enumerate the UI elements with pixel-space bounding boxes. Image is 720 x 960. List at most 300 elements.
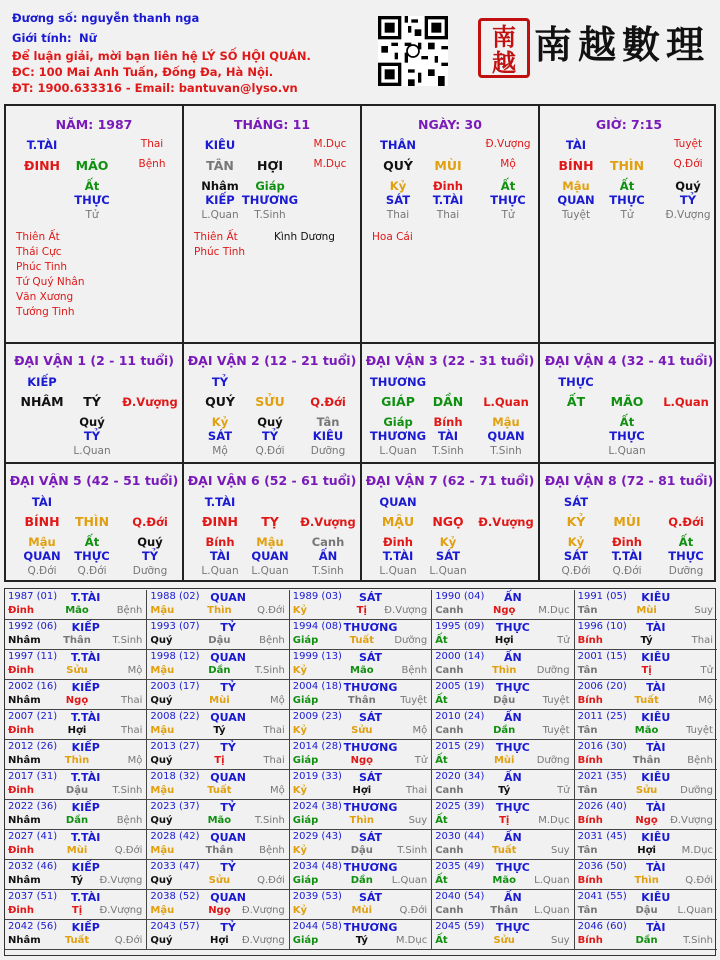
year-god: ẤN xyxy=(504,771,522,784)
year-state: L.Quan xyxy=(391,875,428,886)
year-branch: Tý xyxy=(355,935,368,946)
daivan-title: ĐẠI VẬN 8 (72 - 81 tuổi) xyxy=(544,473,714,488)
daivan-hidden-state: L.Quan xyxy=(379,445,417,457)
year-cell[interactable] xyxy=(432,800,574,830)
logo-text: 南越數理 xyxy=(534,22,711,67)
year-cell[interactable] xyxy=(147,920,289,950)
year-branch: Thân xyxy=(347,695,376,706)
year-stem: Ất xyxy=(435,875,448,886)
year-cell[interactable] xyxy=(432,710,574,740)
year-stem: Quý xyxy=(150,875,173,886)
year-cell[interactable] xyxy=(5,920,147,950)
year-label: 2013 (27) xyxy=(150,741,200,752)
year-cell[interactable] xyxy=(575,830,717,860)
year-state: Suy xyxy=(408,815,428,826)
year-state: Tử xyxy=(414,755,428,766)
shensha-star: Thái Cực xyxy=(16,246,62,258)
year-cell[interactable] xyxy=(432,890,574,920)
year-branch: Dần xyxy=(65,815,89,826)
year-state: Dưỡng xyxy=(680,785,713,796)
daivan-hidden-stem: Quý xyxy=(257,415,283,429)
daivan-hidden-god: T.TÀI xyxy=(382,549,414,563)
year-god: KIẾP xyxy=(71,621,100,634)
daivan-stem-god: QUAN xyxy=(379,495,417,509)
year-stem: Giáp xyxy=(292,755,319,766)
year-cell[interactable] xyxy=(575,890,717,920)
pillar-stem-god: T.TÀI xyxy=(26,138,58,152)
year-stem: Giáp xyxy=(292,935,319,946)
year-branch: Thân xyxy=(63,635,91,646)
year-branch: Tuất xyxy=(64,935,90,946)
year-stem: Kỷ xyxy=(292,905,308,916)
year-cell[interactable] xyxy=(432,590,574,620)
year-cell[interactable] xyxy=(432,830,574,860)
pillar-stem-state: Đ.Vượng xyxy=(485,138,531,150)
year-cell[interactable] xyxy=(147,860,289,890)
daivan-hidden-stem: Canh xyxy=(311,535,345,549)
year-branch: Hợi xyxy=(67,725,87,736)
daivan-hidden-god: SÁT xyxy=(563,549,589,563)
year-branch: Dậu xyxy=(350,845,373,856)
year-label: 1997 (11) xyxy=(8,651,58,662)
year-cell[interactable] xyxy=(5,740,147,770)
year-cell[interactable] xyxy=(575,920,717,950)
daivan-stem: NHÂM xyxy=(20,394,64,409)
year-state: Đ.Vượng xyxy=(241,905,285,916)
year-god: SÁT xyxy=(358,711,383,724)
year-state: Tuyệt xyxy=(400,695,428,706)
year-stem: Mậu xyxy=(150,605,175,616)
year-cell[interactable] xyxy=(147,620,289,650)
year-label: 2029 (43) xyxy=(292,831,342,842)
year-stem: Kỷ xyxy=(292,725,308,736)
year-cell[interactable] xyxy=(432,680,574,710)
year-label: 2021 (35) xyxy=(577,771,627,782)
pillar-branch-state: Mộ xyxy=(500,158,516,170)
daivan-hidden-god: SÁT xyxy=(207,429,233,443)
pillar-title: NGÀY: 30 xyxy=(418,117,482,132)
name-line xyxy=(12,10,199,27)
year-stem: Đinh xyxy=(8,905,35,916)
pillar-stem-god: TÀI xyxy=(565,138,587,152)
year-god: KIẾP xyxy=(71,681,100,694)
year-state: Bệnh xyxy=(116,605,143,616)
year-cell[interactable] xyxy=(5,890,147,920)
year-god: T.TÀI xyxy=(71,651,101,664)
daivan-stem-god: TÀI xyxy=(31,495,53,509)
year-cell[interactable] xyxy=(5,680,147,710)
daivan-hidden-state: Q.Đới xyxy=(255,445,285,457)
year-cell[interactable] xyxy=(575,680,717,710)
daivan-hidden-state: Dưỡng xyxy=(668,565,704,577)
year-god: KIẾP xyxy=(71,801,100,814)
year-god: KIÊU xyxy=(641,651,671,664)
year-state: Q.Đới xyxy=(399,905,428,916)
year-state: M.Dục xyxy=(538,605,570,616)
daivan-hidden-god: T.TÀI xyxy=(611,549,643,563)
year-stem: Ất xyxy=(435,695,448,706)
hidden-stem: Quý xyxy=(675,179,701,193)
year-stem: Đinh xyxy=(8,785,35,796)
year-label: 2022 (36) xyxy=(8,801,58,812)
year-label: 2025 (39) xyxy=(435,801,485,812)
year-stem: Nhâm xyxy=(8,935,41,946)
divider xyxy=(6,462,714,464)
year-cell[interactable] xyxy=(432,920,574,950)
year-branch: Ngọ xyxy=(65,695,89,706)
year-label: 2002 (16) xyxy=(8,681,58,692)
daivan-branch: SỬU xyxy=(255,394,285,409)
year-cell[interactable] xyxy=(290,860,432,890)
year-stem: Canh xyxy=(435,785,464,796)
year-stem: Mậu xyxy=(150,725,175,736)
daivan-hidden-god: THỰC xyxy=(668,549,704,563)
year-label: 2031 (45) xyxy=(577,831,627,842)
daivan-branch: DẦN xyxy=(432,394,464,409)
daivan-stem-god: KIẾP xyxy=(27,375,57,389)
year-branch: Thân xyxy=(490,905,519,916)
gender-line xyxy=(12,30,97,47)
year-state: Đ.Vượng xyxy=(241,935,285,946)
year-stem: Bính xyxy=(577,755,603,766)
year-cell[interactable] xyxy=(432,620,574,650)
year-cell[interactable] xyxy=(575,590,717,620)
year-state: Mộ xyxy=(270,785,285,796)
hidden-god: QUAN xyxy=(557,193,595,207)
year-god: KIÊU xyxy=(641,831,671,844)
year-cell[interactable] xyxy=(147,890,289,920)
year-state: Bệnh xyxy=(687,755,713,766)
daivan-branch-state: Q.Đới xyxy=(668,515,704,529)
year-state: Đ.Vượng xyxy=(99,875,143,886)
daivan-branch-state: L.Quan xyxy=(483,395,529,409)
year-label: 2012 (26) xyxy=(8,741,58,752)
daivan-hidden-stem: Ất xyxy=(84,535,100,549)
year-cell[interactable] xyxy=(575,860,717,890)
year-label: 2001 (15) xyxy=(577,651,627,662)
daivan-hidden-god: TÀI xyxy=(209,549,231,563)
daivan-hidden-state: L.Quan xyxy=(608,445,646,457)
daivan-hidden-stem: Bính xyxy=(205,535,235,549)
year-branch: Hợi xyxy=(352,785,372,796)
daivan-title: ĐẠI VẬN 6 (52 - 61 tuổi) xyxy=(187,473,357,488)
year-branch: Tuất xyxy=(207,785,232,796)
daivan-branch: THÌN xyxy=(74,514,110,529)
year-label: 2014 (28) xyxy=(292,741,342,752)
year-god: T.TÀI xyxy=(71,591,101,604)
year-state: Thai xyxy=(121,725,143,736)
year-stem: Kỷ xyxy=(292,785,308,796)
year-cell[interactable] xyxy=(147,740,289,770)
daivan-hidden-god: QUAN xyxy=(487,429,525,443)
year-branch: Thìn xyxy=(349,815,375,826)
pillar-branch-state: M.Dục xyxy=(313,158,347,170)
pillars-grid xyxy=(4,104,716,582)
year-label: 2037 (51) xyxy=(8,891,58,902)
year-cell[interactable] xyxy=(575,620,717,650)
year-cell[interactable] xyxy=(575,800,717,830)
year-label: 2004 (18) xyxy=(292,681,342,692)
year-cell[interactable] xyxy=(147,830,289,860)
year-cell[interactable] xyxy=(147,710,289,740)
year-cell[interactable] xyxy=(5,710,147,740)
year-label: 2000 (14) xyxy=(435,651,485,662)
year-stem: Ất xyxy=(435,815,448,826)
daivan-hidden-god: THỰC xyxy=(74,549,110,563)
daivan-hidden-state: T.Sinh xyxy=(490,445,522,457)
year-state: Dưỡng xyxy=(536,665,570,676)
year-stem: Bính xyxy=(577,695,603,706)
hidden-stem: Mậu xyxy=(562,179,590,193)
year-state: Suy xyxy=(550,935,570,946)
shensha-star: Tứ Quý Nhân xyxy=(16,276,85,288)
gender-label: Giới tính: xyxy=(12,31,72,45)
year-label: 1993 (07) xyxy=(150,621,200,632)
year-branch: Dần xyxy=(208,665,231,676)
logo-seal: 南越 xyxy=(478,18,530,78)
address-line: ĐC: 100 Mai Anh Tuấn, Đống Đa, Hà Nội. xyxy=(12,65,274,79)
year-cell[interactable] xyxy=(290,920,432,950)
daivan-branch-state: Đ.Vượng xyxy=(122,395,178,409)
year-god: THỰC xyxy=(495,741,530,754)
year-god: QUAN xyxy=(210,771,246,784)
year-cell[interactable] xyxy=(147,800,289,830)
daivan-hidden-stem: Ất xyxy=(619,415,635,429)
hidden-god: THỰC xyxy=(490,193,526,207)
shensha-star: Thiên Ất xyxy=(16,231,60,243)
year-state: M.Dục xyxy=(681,845,713,856)
year-state: T.Sinh xyxy=(112,785,143,796)
year-stem: Đinh xyxy=(8,665,35,676)
year-cell[interactable] xyxy=(5,620,147,650)
year-god: KIÊU xyxy=(641,591,671,604)
year-branch: Dậu xyxy=(635,905,658,916)
year-cell[interactable] xyxy=(290,740,432,770)
year-branch: Hợi xyxy=(210,935,229,946)
daivan-branch-state: Đ.Vượng xyxy=(300,515,356,529)
daivan-branch: NGỌ xyxy=(432,514,464,529)
year-god: TỶ xyxy=(220,741,236,754)
hidden-stem: Giáp xyxy=(255,179,285,193)
year-god: TÀI xyxy=(646,741,666,754)
year-cell[interactable] xyxy=(290,800,432,830)
year-state: Tuyệt xyxy=(542,695,570,706)
hidden-god: TỶ xyxy=(679,193,697,207)
year-god: QUAN xyxy=(210,651,246,664)
year-branch: Tị xyxy=(356,605,367,616)
year-cell[interactable] xyxy=(432,860,574,890)
year-branch: Hợi xyxy=(494,635,514,646)
year-label: 1987 (01) xyxy=(8,591,58,602)
year-stem: Quý xyxy=(150,935,173,946)
year-cell[interactable] xyxy=(575,770,717,800)
year-god: TỶ xyxy=(220,621,236,634)
year-label: 1998 (12) xyxy=(150,651,200,662)
year-state: Q.Đới xyxy=(257,605,285,616)
hidden-god: THỰC xyxy=(609,193,645,207)
year-branch: Mùi xyxy=(636,605,657,616)
year-stem: Ất xyxy=(435,755,448,766)
year-cell[interactable] xyxy=(5,830,147,860)
year-cell[interactable] xyxy=(432,770,574,800)
year-label: 1994 (08) xyxy=(292,621,342,632)
year-stem: Đinh xyxy=(8,725,35,736)
pillar-stem-state: M.Dục xyxy=(313,138,347,150)
year-cell[interactable] xyxy=(432,740,574,770)
shensha-star: Thiên Ất xyxy=(194,231,238,243)
hidden-state: Tử xyxy=(501,209,515,221)
year-branch: Tuất xyxy=(492,845,517,856)
shensha-star: Phúc Tinh xyxy=(194,246,246,258)
year-god: T.TÀI xyxy=(71,711,101,724)
year-cell[interactable] xyxy=(5,650,147,680)
year-stem: Bính xyxy=(577,635,603,646)
year-state: Tử xyxy=(700,665,713,676)
daivan-stem: GIÁP xyxy=(381,394,415,409)
year-state: Bệnh xyxy=(259,845,285,856)
daivan-hidden-god: THƯƠNG xyxy=(369,429,427,443)
year-stem: Tân xyxy=(577,785,598,796)
year-stem: Mậu xyxy=(150,665,175,676)
year-cell[interactable] xyxy=(147,680,289,710)
year-state: Đ.Vượng xyxy=(670,815,713,826)
year-branch: Mùi xyxy=(351,905,373,916)
year-state: L.Quan xyxy=(534,875,570,886)
daivan-hidden-god: TỶ xyxy=(141,549,159,563)
year-branch: Dần xyxy=(635,935,658,946)
year-cell[interactable] xyxy=(5,860,147,890)
year-branch: Sửu xyxy=(493,935,515,946)
daivan-hidden-god: TỶ xyxy=(261,429,279,443)
year-label: 2035 (49) xyxy=(435,861,485,872)
year-god: T.TÀI xyxy=(71,891,101,904)
year-cell[interactable] xyxy=(5,770,147,800)
year-cell[interactable] xyxy=(290,710,432,740)
year-stem: Nhâm xyxy=(8,695,41,706)
daivan-hidden-stem: Kỷ xyxy=(211,415,229,429)
year-god: T.TÀI xyxy=(71,771,101,784)
year-label: 2041 (55) xyxy=(577,891,627,902)
year-cell[interactable] xyxy=(290,830,432,860)
hidden-state: L.Quan xyxy=(201,209,239,221)
daivan-stem: ẤT xyxy=(566,394,586,409)
pillar-stem: TÂN xyxy=(206,158,234,173)
year-stem: Kỷ xyxy=(292,665,308,676)
daivan-hidden-state: L.Quan xyxy=(251,565,289,577)
daivan-branch-state: Đ.Vượng xyxy=(478,515,534,529)
year-label: 2045 (59) xyxy=(435,921,485,932)
pillar-stem: ĐINH xyxy=(23,158,61,173)
year-cell[interactable] xyxy=(290,620,432,650)
daivan-hidden-state: L.Quan xyxy=(73,445,111,457)
year-label: 1989 (03) xyxy=(292,591,342,602)
year-cell[interactable] xyxy=(290,650,432,680)
daivan-stem-god: T.TÀI xyxy=(204,495,236,509)
name-value: nguyễn thanh nga xyxy=(81,11,200,25)
daivan-hidden-stem: Mậu xyxy=(492,415,520,429)
daivan-title: ĐẠI VẬN 7 (62 - 71 tuổi) xyxy=(365,473,535,488)
year-cell[interactable] xyxy=(147,650,289,680)
divider xyxy=(6,342,714,344)
year-label: 2028 (42) xyxy=(150,831,200,842)
daivan-title: ĐẠI VẬN 2 (12 - 21 tuổi) xyxy=(187,353,357,368)
year-label: 1995 (09) xyxy=(435,621,485,632)
year-branch: Tị xyxy=(214,755,225,766)
year-branch: Sửu xyxy=(208,875,231,886)
year-cell[interactable] xyxy=(5,590,147,620)
year-cell[interactable] xyxy=(290,590,432,620)
year-state: Thai xyxy=(121,695,143,706)
year-god: KIẾP xyxy=(71,921,100,934)
name-label: Đương số: xyxy=(12,11,78,25)
year-cell[interactable] xyxy=(5,800,147,830)
year-god: TỶ xyxy=(220,861,236,874)
year-stem: Canh xyxy=(435,725,464,736)
year-cell[interactable] xyxy=(575,740,717,770)
year-stem: Giáp xyxy=(292,875,319,886)
year-cell[interactable] xyxy=(290,890,432,920)
daivan-hidden-state: Q.Đới xyxy=(561,565,591,577)
year-stem: Tân xyxy=(577,845,598,856)
year-cell[interactable] xyxy=(147,770,289,800)
daivan-branch-state: Q.Đới xyxy=(310,395,346,409)
daivan-hidden-state: Q.Đới xyxy=(27,565,57,577)
year-label: 2044 (58) xyxy=(292,921,342,932)
gender-value: Nữ xyxy=(78,31,97,45)
year-god: KIÊU xyxy=(641,771,671,784)
year-branch: Mùi xyxy=(66,845,88,856)
year-branch: Dần xyxy=(350,875,373,886)
year-stem: Nhâm xyxy=(8,815,41,826)
daivan-hidden-god: QUAN xyxy=(251,549,289,563)
year-label: 2033 (47) xyxy=(150,861,200,872)
year-stem: Canh xyxy=(435,905,464,916)
qr-code[interactable] xyxy=(378,16,448,86)
year-branch: Tuất xyxy=(634,695,659,706)
year-stem: Kỷ xyxy=(292,845,308,856)
year-state: Bệnh xyxy=(116,815,143,826)
year-cell[interactable] xyxy=(290,680,432,710)
daivan-hidden-stem: Đinh xyxy=(612,535,642,549)
year-label: 2032 (46) xyxy=(8,861,58,872)
daivan-hidden-state: Dưỡng xyxy=(132,565,168,577)
year-god: TỶ xyxy=(220,801,236,814)
year-state: Bệnh xyxy=(259,635,285,646)
year-stem: Quý xyxy=(150,755,173,766)
year-cell[interactable] xyxy=(432,650,574,680)
hidden-state: Thai xyxy=(436,209,460,221)
year-state: T.Sinh xyxy=(683,935,713,946)
year-stem: Đinh xyxy=(8,845,35,856)
year-god: QUAN xyxy=(210,711,246,724)
year-cell[interactable] xyxy=(147,590,289,620)
year-cell[interactable] xyxy=(575,650,717,680)
year-state: Đ.Vượng xyxy=(384,605,428,616)
year-branch: Dậu xyxy=(208,635,231,646)
phone-email-line[interactable]: ĐT: 1900.633316 - Email: bantuvan@lyso.vn xyxy=(12,81,298,95)
pillar-branch: MÃO xyxy=(75,158,109,173)
year-cell[interactable] xyxy=(575,710,717,740)
hidden-god: T.TÀI xyxy=(432,193,464,207)
shensha-star: Văn Xương xyxy=(16,291,74,303)
year-label: 2015 (29) xyxy=(435,741,485,752)
year-god: SÁT xyxy=(358,771,383,784)
year-cell[interactable] xyxy=(290,770,432,800)
year-state: Bệnh xyxy=(401,665,428,676)
year-state: Thai xyxy=(263,725,285,736)
year-god: THỰC xyxy=(495,621,530,634)
year-branch: Mão xyxy=(492,875,516,886)
